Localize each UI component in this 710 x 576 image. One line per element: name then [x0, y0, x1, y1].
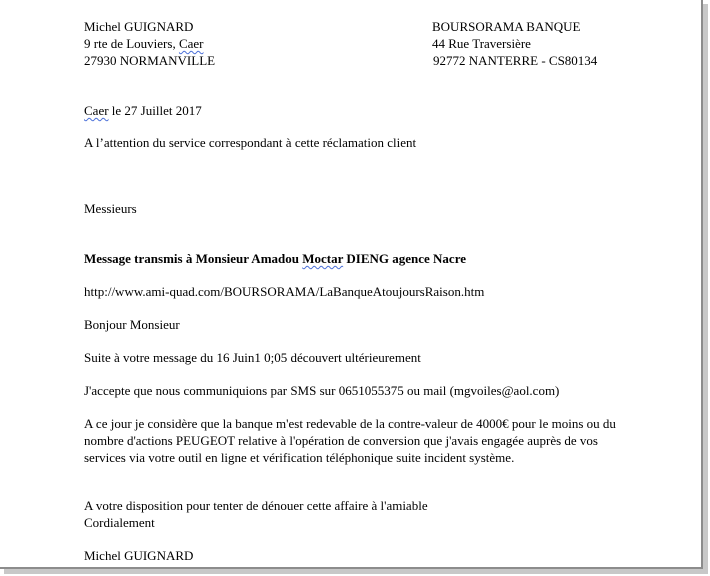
date-rest: le 27 Juillet 2017: [108, 103, 202, 118]
subject-suffix: DIENG agence Nacre: [343, 251, 467, 266]
sender-street-city: Caer: [178, 36, 204, 51]
recipient-street: 44 Rue Traversière: [432, 36, 531, 51]
message-line: Suite à votre message du 16 Juin1 0;05 découvert ultérieurement: [84, 350, 421, 365]
recipient-city: 92772 NANTERRE - CS80134: [433, 53, 598, 68]
sender-street: [84, 35, 204, 52]
salutation: Messieurs: [84, 201, 137, 216]
recipient-name: BOURSORAMA BANQUE: [432, 19, 581, 34]
closing-regards: Cordialement: [84, 515, 155, 530]
subject-prefix: Message transmis à Monsieur Amadou: [84, 251, 303, 266]
date-place: Caer: [84, 103, 109, 118]
page-shadow-bottom: [4, 569, 708, 574]
greeting: Bonjour Monsieur: [84, 317, 180, 332]
reference-url: http://www.ami-quad.com/BOURSORAMA/LaBanqueAtoujoursRaison.htm: [84, 284, 485, 299]
claim-paragraph: A ce jour je considère que la banque m'est redevable de la contre-valeur de 4000€ pour le moins ou du nombre d'actions PEUGEOT relative à l'opération de conversion que j'avais engagée auprès de vos services via votre outil en ligne et vérification téléphonique suite incident système.: [84, 416, 616, 465]
letter-date: [84, 102, 202, 119]
closing-line: A votre disposition pour tenter de dénouer cette affaire à l'amiable: [84, 498, 428, 513]
subject-middle-name: Moctar: [302, 251, 344, 266]
contact-line: J'accepte que nous communiquions par SMS sur 0651055375 ou mail (mgvoiles@aol.com): [84, 383, 560, 398]
subject-line: [84, 250, 466, 267]
signature: Michel GUIGNARD: [84, 548, 194, 563]
page-shadow-right: [703, 4, 708, 573]
sender-street-prefix: 9 rte de Louviers,: [84, 36, 179, 51]
attention-line: A l’attention du service correspondant à cette réclamation client: [84, 135, 417, 150]
sender-name: Michel GUIGNARD: [84, 19, 194, 34]
sender-city: 27930 NORMANVILLE: [84, 53, 216, 68]
